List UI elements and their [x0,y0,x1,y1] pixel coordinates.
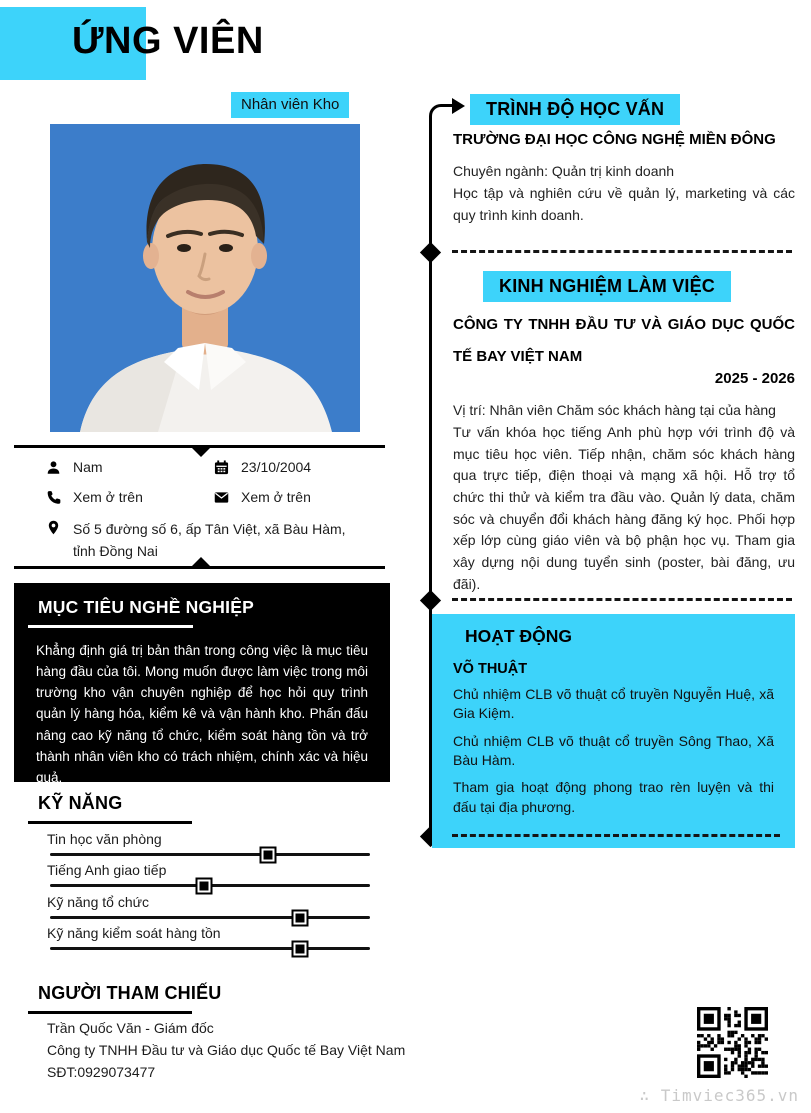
experience-heading: KINH NGHIỆM LÀM VIỆC [483,271,731,302]
contact-address-value: Số 5 đường số 6, ấp Tân Việt, xã Bàu Hàm, tỉnh Đồng Nai [73,521,346,559]
education-heading: TRÌNH ĐỘ HỌC VẤN [470,94,680,125]
profile-photo [50,124,360,432]
calendar-icon [214,460,229,475]
skill-slider [50,916,370,919]
activities-section [432,614,795,848]
experience-company: CÔNG TY TNHH ĐẦU TƯ VÀ GIÁO DỤC QUỐC TẾ BAY VIỆT NAM [453,316,795,366]
page-title: ỨNG VIÊN [72,20,264,62]
location-pin-icon [46,520,61,535]
activities-subheading: VÕ THUẬT [453,661,528,677]
objective-underline [28,625,193,628]
brand-watermark[interactable]: ∴ Timviec365.vn [639,1086,799,1105]
contact-phone-value: Xem ở trên [73,489,143,505]
skill-label: Kỹ năng tổ chức [47,894,149,910]
qr-code [697,1007,768,1078]
education-description: Học tập và nghiên cứu về quản lý, marketing và các quy trình kinh doanh. [453,185,795,223]
contact-gender-value: Nam [73,459,103,475]
skill-label: Tin học văn phòng [47,831,162,847]
activity-item: Tham gia hoạt động phong trao rèn luyện và thi đấu tại địa phương. [453,779,774,815]
education-school: TRƯỜNG ĐẠI HỌC CÔNG NGHỆ MIỀN ĐÔNG [453,131,776,148]
contact-birthday [214,459,384,475]
email-icon [214,490,229,505]
contact-phone [46,489,196,505]
activity-item: Chủ nhiệm CLB võ thuật cổ truyền Sông Thao, Xã Bàu Hàm. [453,732,774,768]
education-major: Chuyên ngành: Quản trị kinh doanh [453,163,675,179]
objective-heading: MỤC TIÊU NGHỀ NGHIỆP [38,597,254,617]
divider-triangle-down-icon [192,448,210,457]
person-icon [46,460,61,475]
activities-heading: HOẠT ĐỘNG [465,626,572,646]
role-badge: Nhân viên Kho [231,92,349,118]
skill-slider-handle[interactable] [293,942,306,955]
references-underline [28,1011,192,1014]
reference-company: Công ty TNHH Đầu tư và Giáo dục Quốc tế Bay Việt Nam [47,1042,406,1058]
experience-period: 2025 - 2026 [714,370,795,387]
skill-slider [50,947,370,950]
skill-label: Kỹ năng kiểm soát hàng tồn [47,925,221,941]
objective-body: Khẳng định giá trị bản thân trong công việc là mục tiêu hàng đầu của tôi. Mong muốn được làm việc trong môi trường kho vận chuyên nghiệp để học hỏi quy trình quản lý hàng hóa, kiểm kê và vận hành kho. Phấn đấu nâng cao kỹ năng tổ chức, kiểm soát hàng tồn và trở thành nhân viên kho có trách nhiệm, chính xác và hiệu quả. [36,642,368,786]
contact-email-value: Xem ở trên [241,489,311,505]
section-separator [452,598,792,601]
timeline-diamond-icon [420,242,441,263]
divider-triangle-up-icon [192,557,210,566]
experience-position: Vị trí: Nhân viên Chăm sóc khách hàng tại của hàng [453,402,776,418]
skill-label: Tiếng Anh giao tiếp [47,862,167,878]
contact-email [214,489,384,505]
timeline-arrow-icon [452,98,465,114]
references-heading: NGƯỜI THAM CHIẾU [38,983,222,1003]
reference-name: Trần Quốc Văn - Giám đốc [47,1020,214,1036]
contact-address [46,519,368,562]
activity-item: Chủ nhiệm CLB võ thuật cổ truyền Nguyễn Huệ, xã Gia Kiệm. [453,686,774,722]
timeline-diamond-icon [420,590,441,611]
contact-gender [46,459,196,475]
section-separator [452,250,792,253]
skills-heading: KỸ NĂNG [38,793,123,813]
skill-slider-handle[interactable] [261,848,274,861]
skill-slider [50,853,370,856]
skill-slider [50,884,370,887]
contact-birthday-value: 23/10/2004 [241,459,312,475]
contact-divider-bottom [14,566,385,569]
experience-description: Tư vấn khóa học tiếng Anh phù hợp với trình độ và mục tiêu học viên. Tiếp nhận, chăm sóc khách hàng qua trực tiếp, điện thoại và mạng xã hội. Hỗ trợ tổ chức thi thử và kiểm tra đầu vào. Quản lý data, chăm sóc và chuyển đổi khách hàng đăng ký học. Phối hợp xếp lớp cùng giáo viên và bộ phận học vụ. Tham gia xây dựng nội dung tuyển sinh (poster, bài đăng, ưu đãi). [453,424,795,592]
phone-icon [46,490,61,505]
skills-underline [28,821,192,824]
objective-section [14,583,390,786]
reference-phone: SĐT:0929073477 [47,1064,156,1080]
section-separator [452,834,780,837]
skill-slider-handle[interactable] [197,879,210,892]
skill-slider-handle[interactable] [293,911,306,924]
